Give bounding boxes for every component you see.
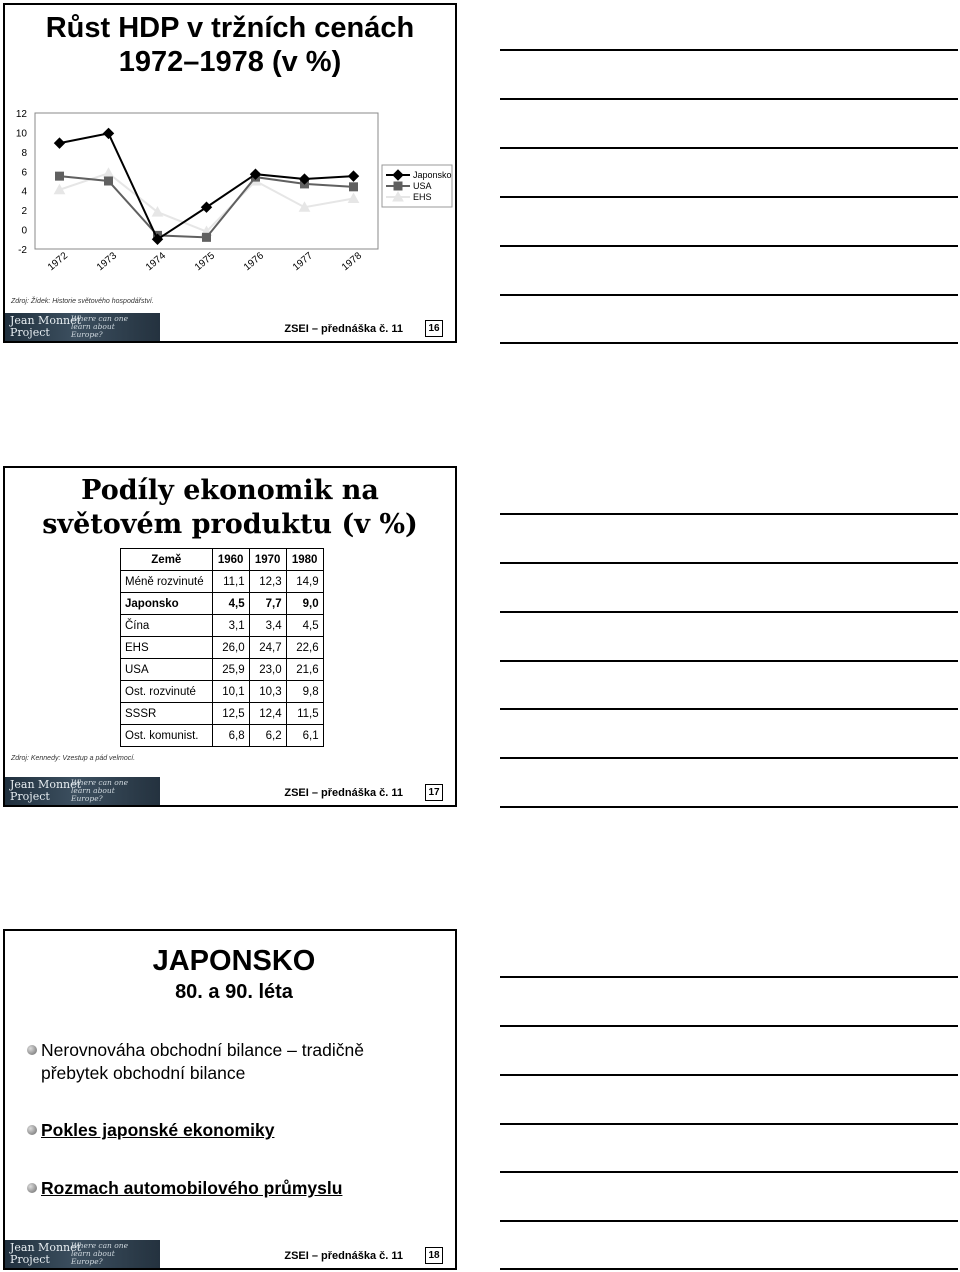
table-row bbox=[121, 637, 324, 659]
title-line-1: Podíly ekonomik na bbox=[81, 475, 379, 506]
bullet-icon bbox=[27, 1045, 37, 1055]
logo-motto-3: Europe? bbox=[71, 1257, 103, 1266]
cell-1980: 22,6 bbox=[286, 637, 323, 659]
cell-1980: 9,8 bbox=[286, 681, 323, 703]
cell-1970: 24,7 bbox=[249, 637, 286, 659]
y-tick-label: 12 bbox=[15, 109, 27, 120]
legend-label-usa: USA bbox=[413, 181, 432, 191]
slide-title bbox=[5, 11, 455, 79]
title-line-1: Růst HDP v tržních cenách bbox=[45, 12, 415, 44]
y-tick-label: -2 bbox=[18, 245, 27, 256]
table-row bbox=[121, 659, 324, 681]
logo-project: Project bbox=[10, 790, 50, 803]
gdp-line-chart bbox=[5, 105, 455, 295]
lecture-label: ZSEI – přednáška č. 11 bbox=[284, 1250, 403, 1262]
cell-1980: 9,0 bbox=[286, 593, 323, 615]
table-row bbox=[121, 703, 324, 725]
cell-1980: 6,1 bbox=[286, 725, 323, 747]
cell-1960: 25,9 bbox=[212, 659, 249, 681]
world-output-share-table bbox=[120, 548, 324, 747]
y-tick-label: 6 bbox=[21, 167, 27, 179]
col-header-country: Země bbox=[121, 549, 213, 571]
source-note: Zdroj: Žídek: Historie světového hospodářství. bbox=[11, 298, 154, 305]
logo-name: Jean Monnet bbox=[10, 1241, 82, 1254]
x-tick-label: 1973 bbox=[94, 250, 120, 274]
x-tick-label: 1974 bbox=[143, 250, 169, 274]
bullet-text: Rozmach automobilového průmyslu bbox=[41, 1178, 343, 1198]
note-line bbox=[500, 49, 958, 51]
bullet-item bbox=[27, 1119, 274, 1142]
cell-country: EHS bbox=[121, 637, 213, 659]
page-number: 17 bbox=[425, 784, 443, 801]
logo-motto-1: Where can one bbox=[71, 314, 129, 323]
note-line bbox=[500, 513, 958, 515]
note-line bbox=[500, 98, 958, 100]
y-tick-label: 10 bbox=[15, 128, 27, 140]
cell-1970: 23,0 bbox=[249, 659, 286, 681]
data-point-usa bbox=[350, 183, 358, 191]
cell-1970: 12,3 bbox=[249, 571, 286, 593]
cell-1960: 4,5 bbox=[212, 593, 249, 615]
cell-1970: 7,7 bbox=[249, 593, 286, 615]
note-line bbox=[500, 294, 958, 296]
logo-motto-1: Where can one bbox=[71, 1241, 129, 1250]
bullet-item bbox=[27, 1039, 427, 1085]
note-line bbox=[500, 1074, 958, 1076]
cell-country: USA bbox=[121, 659, 213, 681]
y-tick-label: 0 bbox=[21, 225, 27, 237]
data-point-usa bbox=[105, 177, 113, 185]
jean-monnet-logo bbox=[5, 313, 160, 341]
data-point-usa bbox=[203, 233, 211, 241]
legend-label-japonsko: Japonsko bbox=[413, 170, 452, 180]
source-note: Zdroj: Kennedy: Vzestup a pád velmocí. bbox=[11, 755, 136, 762]
note-line bbox=[500, 708, 958, 710]
x-tick-label: 1978 bbox=[339, 250, 365, 274]
cell-1980: 14,9 bbox=[286, 571, 323, 593]
x-tick-label: 1972 bbox=[45, 250, 71, 274]
y-tick-label: 4 bbox=[21, 186, 27, 198]
cell-1970: 10,3 bbox=[249, 681, 286, 703]
slide-17 bbox=[3, 466, 457, 807]
x-tick-label: 1976 bbox=[241, 250, 267, 274]
slide-title bbox=[5, 474, 455, 542]
note-line bbox=[500, 562, 958, 564]
logo-project: Project bbox=[10, 326, 50, 339]
cell-1960: 12,5 bbox=[212, 703, 249, 725]
cell-1970: 6,2 bbox=[249, 725, 286, 747]
title-line-2: světovém produktu (v %) bbox=[42, 509, 418, 540]
footer bbox=[5, 776, 455, 805]
page-number: 18 bbox=[425, 1247, 443, 1264]
col-header-1960: 1960 bbox=[212, 549, 249, 571]
jean-monnet-logo bbox=[5, 777, 160, 805]
logo-name: Jean Monnet bbox=[10, 778, 82, 791]
bullet-text: Nerovnováha obchodní bilance – tradičně přebytek obchodní bilance bbox=[41, 1040, 364, 1083]
slide-16 bbox=[3, 3, 457, 343]
legend-marker-usa bbox=[394, 182, 402, 190]
jean-monnet-logo bbox=[5, 1240, 160, 1268]
cell-country: Japonsko bbox=[121, 593, 213, 615]
table-row bbox=[121, 593, 324, 615]
table-row bbox=[121, 725, 324, 747]
lecture-label: ZSEI – přednáška č. 11 bbox=[284, 787, 403, 799]
bullet-text: Pokles japonské ekonomiky bbox=[41, 1120, 275, 1140]
table-row bbox=[121, 681, 324, 703]
cell-1980: 11,5 bbox=[286, 703, 323, 725]
cell-country: Ost. komunist. bbox=[121, 725, 213, 747]
note-line bbox=[500, 660, 958, 662]
slide-subtitle: 80. a 90. léta bbox=[175, 981, 293, 1003]
title-line-2: 1972–1978 (v %) bbox=[118, 46, 342, 78]
table-row bbox=[121, 571, 324, 593]
x-tick-label: 1975 bbox=[192, 250, 218, 274]
cell-1970: 3,4 bbox=[249, 615, 286, 637]
cell-country: SSSR bbox=[121, 703, 213, 725]
table-row bbox=[121, 615, 324, 637]
note-line bbox=[500, 806, 958, 808]
bullet-icon bbox=[27, 1125, 37, 1135]
bullet-icon bbox=[27, 1183, 37, 1193]
slide-title: JAPONSKO bbox=[152, 945, 316, 977]
logo-project: Project bbox=[10, 1253, 50, 1266]
note-line bbox=[500, 147, 958, 149]
cell-1960: 3,1 bbox=[212, 615, 249, 637]
logo-motto-3: Europe? bbox=[71, 330, 103, 339]
bullet-item bbox=[27, 1177, 342, 1200]
note-line bbox=[500, 976, 958, 978]
note-line bbox=[500, 245, 958, 247]
cell-country: Ost. rozvinuté bbox=[121, 681, 213, 703]
note-line bbox=[500, 611, 958, 613]
legend-label-ehs: EHS bbox=[413, 192, 432, 202]
cell-country: Méně rozvinuté bbox=[121, 571, 213, 593]
note-line bbox=[500, 1268, 958, 1270]
note-line bbox=[500, 196, 958, 198]
x-tick-label: 1977 bbox=[290, 250, 316, 274]
note-line bbox=[500, 757, 958, 759]
col-header-1970: 1970 bbox=[249, 549, 286, 571]
lecture-label: ZSEI – přednáška č. 11 bbox=[284, 323, 403, 335]
note-line bbox=[500, 342, 958, 344]
slide-18 bbox=[3, 929, 457, 1270]
col-header-1980: 1980 bbox=[286, 549, 323, 571]
y-tick-label: 8 bbox=[21, 147, 27, 159]
note-line bbox=[500, 1123, 958, 1125]
logo-motto-2: learn about bbox=[71, 786, 115, 795]
logo-motto-2: learn about bbox=[71, 322, 115, 331]
cell-1960: 26,0 bbox=[212, 637, 249, 659]
cell-country: Čína bbox=[121, 615, 213, 637]
logo-motto-2: learn about bbox=[71, 1249, 115, 1258]
logo-motto-3: Europe? bbox=[71, 794, 103, 803]
footer bbox=[5, 312, 455, 341]
page-number: 16 bbox=[425, 320, 443, 337]
footer bbox=[5, 1239, 455, 1268]
note-line bbox=[500, 1025, 958, 1027]
note-line bbox=[500, 1171, 958, 1173]
note-line bbox=[500, 1220, 958, 1222]
cell-1960: 6,8 bbox=[212, 725, 249, 747]
logo-name: Jean Monnet bbox=[10, 314, 82, 327]
cell-1980: 21,6 bbox=[286, 659, 323, 681]
cell-1960: 11,1 bbox=[212, 571, 249, 593]
cell-1970: 12,4 bbox=[249, 703, 286, 725]
cell-1960: 10,1 bbox=[212, 681, 249, 703]
cell-1980: 4,5 bbox=[286, 615, 323, 637]
logo-motto-1: Where can one bbox=[71, 778, 129, 787]
table-header-row bbox=[121, 549, 324, 571]
data-point-usa bbox=[56, 172, 64, 180]
y-tick-label: 2 bbox=[21, 206, 27, 218]
